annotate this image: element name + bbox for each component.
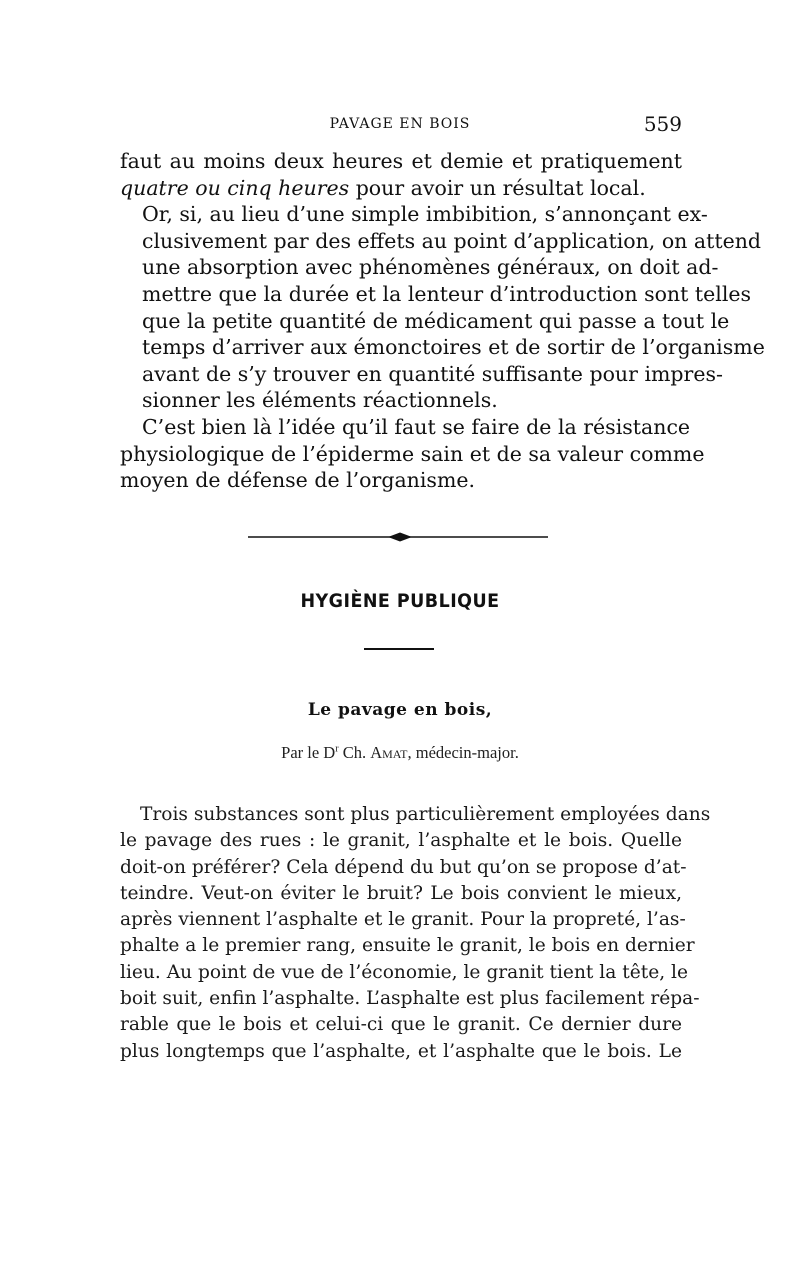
intro-text [120, 148, 765, 494]
section-divider-ornament [248, 531, 548, 543]
page-number: 559 [643, 112, 682, 136]
paragraph-2 [120, 201, 765, 414]
paragraph-1 [120, 148, 682, 201]
byline-superscript: r [335, 743, 339, 755]
text-line [120, 175, 682, 202]
article-paragraph [120, 802, 711, 1065]
text-line: C’est bien là l’idée qu’il faut se faire de la résistance [142, 414, 691, 439]
article-title: Le pavage en bois, [307, 700, 493, 720]
short-divider [364, 648, 434, 650]
text-line: Trois substances sont plus particulièrement employées dans [140, 804, 711, 825]
text-line: plus longtemps que l’asphalte, et l’asphalte que le bois. Le [120, 1040, 682, 1062]
text-line: une absorption avec phénomènes généraux, on doit ad- [142, 255, 719, 280]
text-line: Or, si, au lieu d’une simple imbibition, s’annonçant ex- [142, 202, 708, 227]
article-body [120, 802, 711, 1065]
text-line: sionner les éléments réactionnels. [142, 388, 498, 413]
text-line: moyen de défense de l’organisme. [120, 468, 476, 493]
italic-phrase: quatre ou cinq heures [120, 175, 350, 200]
text-line: phalte a le premier rang, ensuite le granit, le bois en dernier [120, 935, 695, 957]
paragraph-3 [120, 414, 705, 494]
byline-prefix: Par le D [281, 743, 336, 762]
text-line: physiologique de l’épiderme sain et de sa valeur comme [120, 441, 705, 466]
text-line: lieu. Au point de vue de l’économie, le granit tient la tête, le [120, 961, 688, 983]
text-line: le pavage des rues : le granit, l’asphalte et le bois. Quelle [120, 830, 682, 852]
byline-suffix: , médecin-major. [407, 743, 519, 762]
text-fragment: pour avoir un résultat local. [349, 175, 646, 200]
text-line: boit suit, enfin l’asphalte. L’asphalte est plus facilement répa- [120, 988, 700, 1010]
running-header-title: PAVAGE EN BOIS [329, 116, 471, 132]
text-line: doit-on préférer? Cela dépend du but qu’on se propose d’at- [120, 856, 687, 878]
text-line: temps d’arriver aux émonctoires et de sortir de l’organisme [142, 335, 765, 360]
text-line: clusivement par des effets au point d’application, on attend [142, 228, 762, 253]
text-line: faut au moins deux heures et demie et pratiquement [120, 149, 682, 173]
text-line: rable que le bois et celui-ci que le granit. Ce dernier dure [120, 1014, 682, 1036]
byline-initial: Ch. [338, 743, 371, 762]
text-line: teindre. Veut-on éviter le bruit? Le bois convient le mieux, [120, 882, 682, 904]
text-line: mettre que la durée et la lenteur d’introduction sont telles [142, 281, 752, 306]
text-line: après viennent l’asphalte et le granit. Pour la propreté, l’as- [120, 909, 686, 931]
article-byline [0, 743, 800, 763]
text-line: que la petite quantité de médicament qui passe a tout le [142, 308, 730, 333]
byline-surname: Amat [370, 743, 408, 762]
text-line: avant de s’y trouver en quantité suffisante pour impres- [142, 361, 723, 386]
section-heading: HYGIÈNE PUBLIQUE [300, 590, 500, 612]
